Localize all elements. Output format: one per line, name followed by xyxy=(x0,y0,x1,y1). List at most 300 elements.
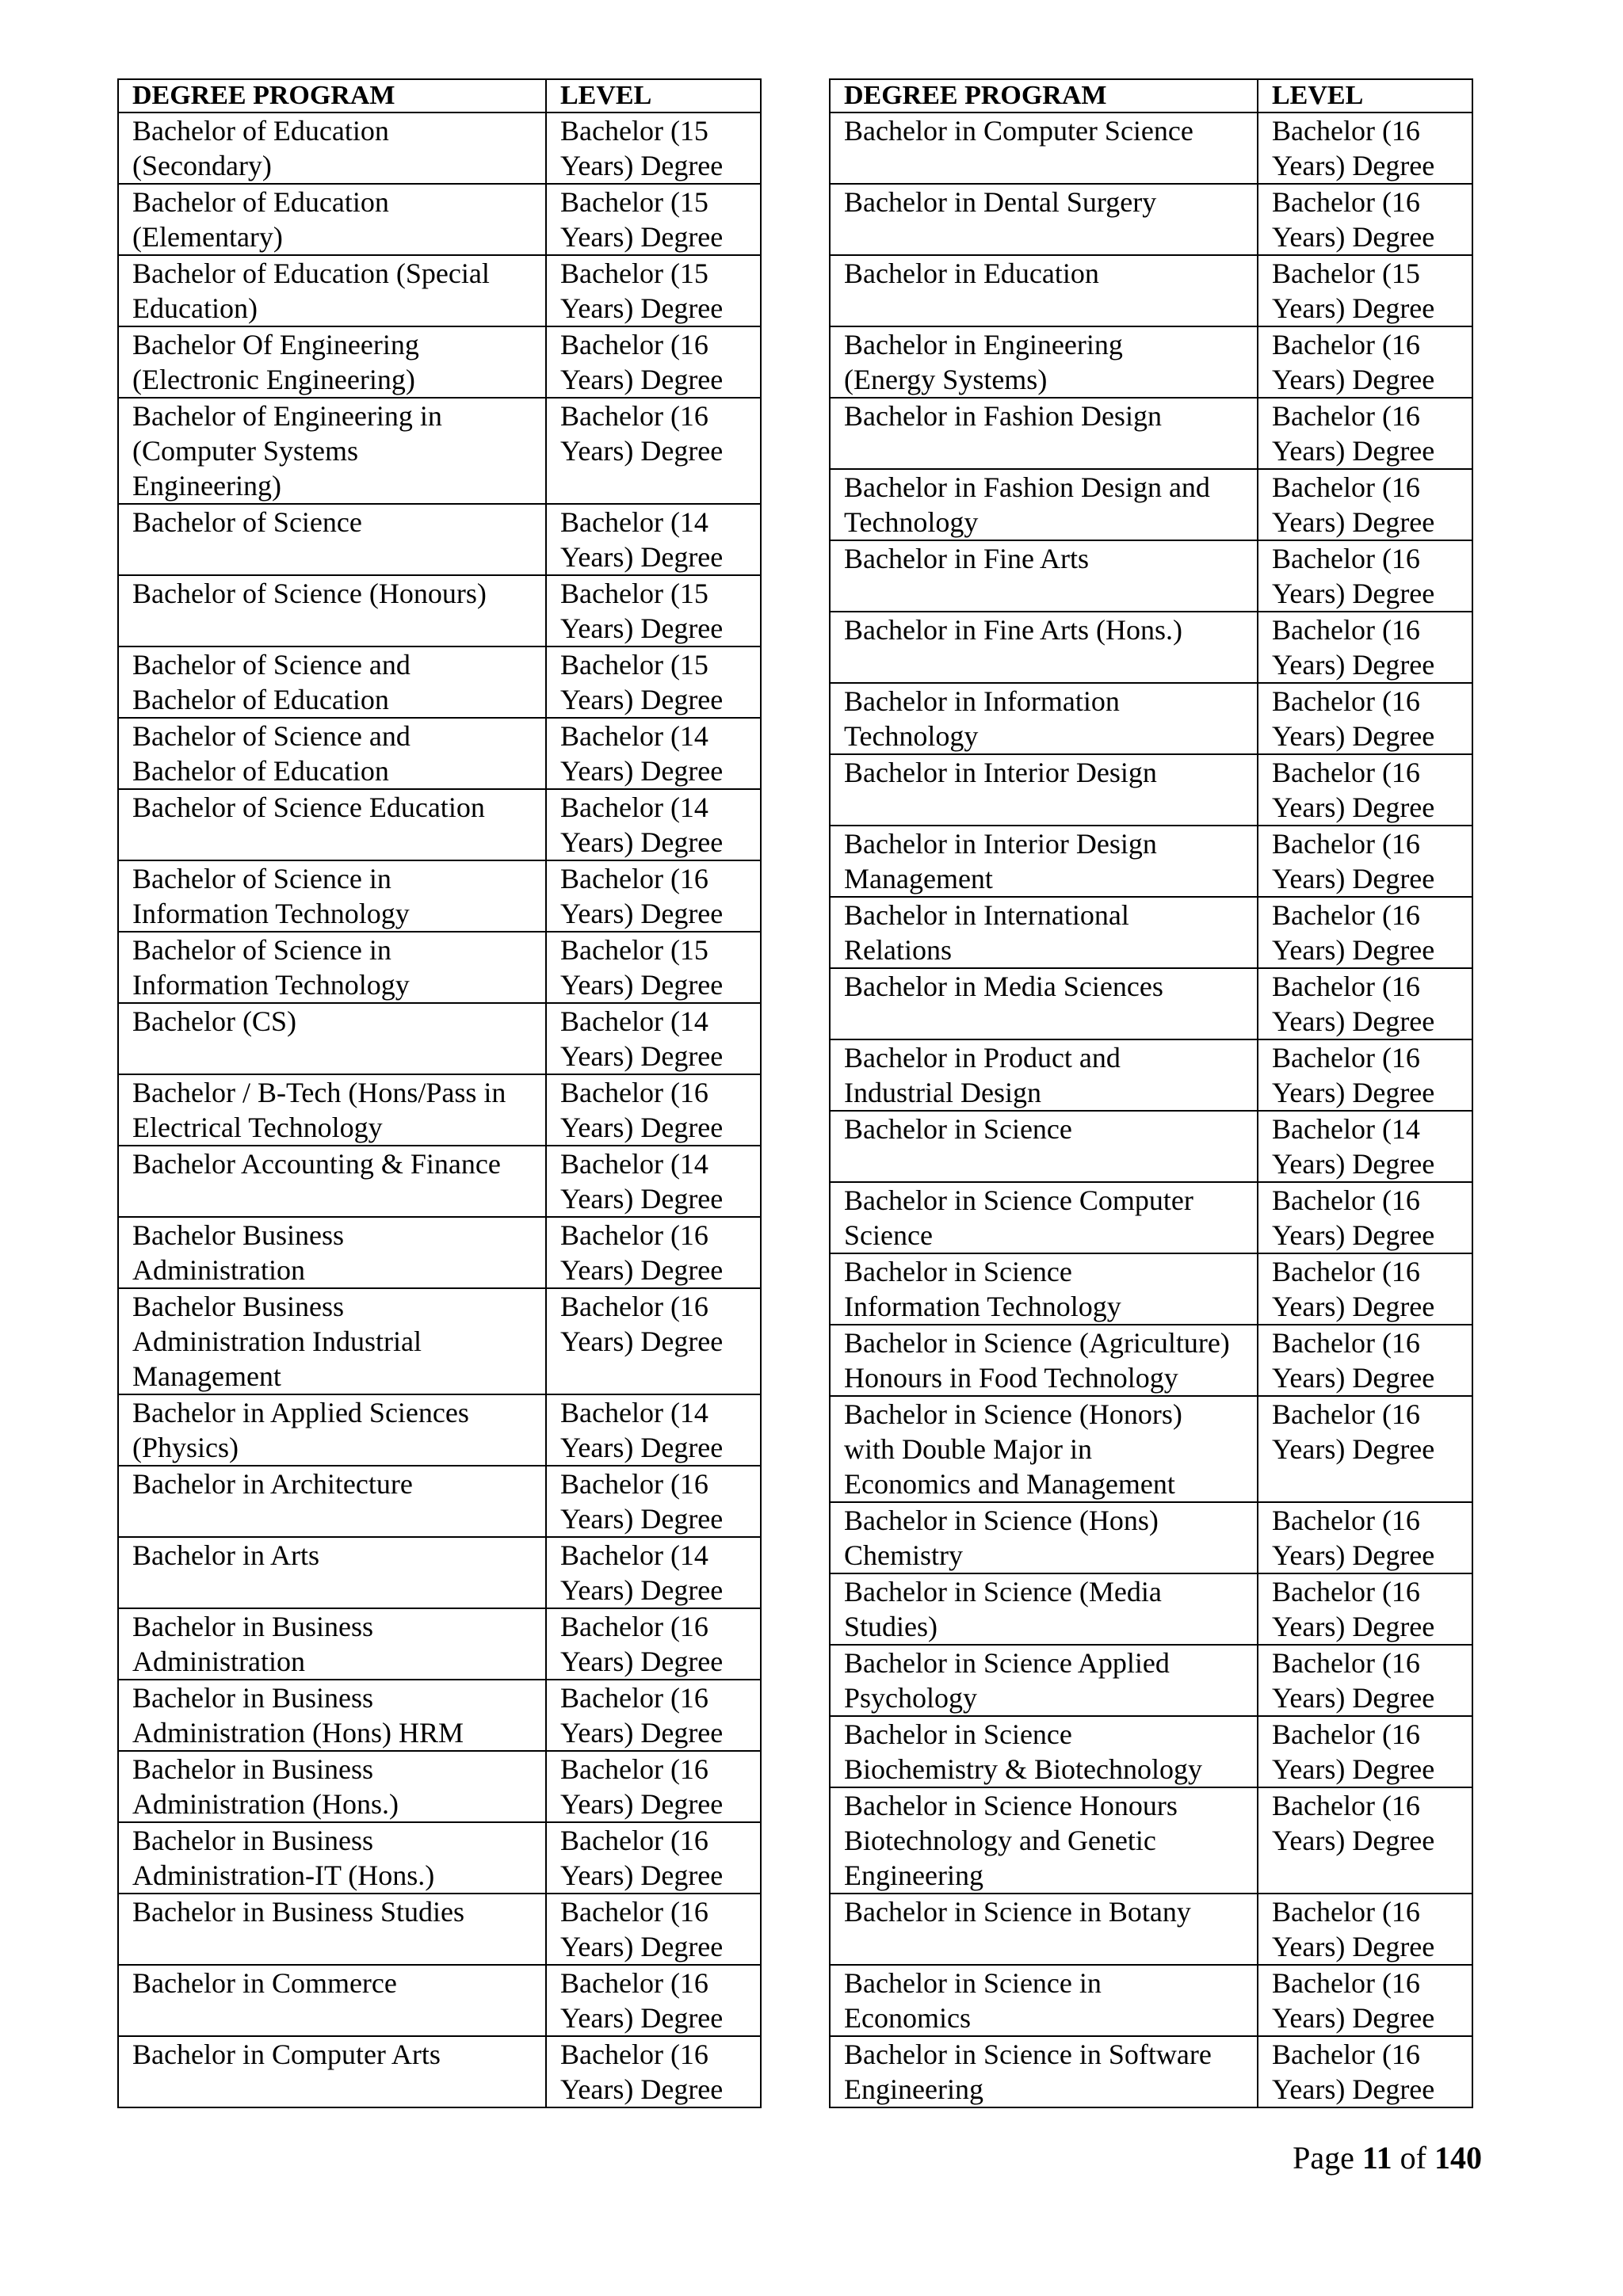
table-row xyxy=(118,1003,761,1074)
level-line: Years) Degree xyxy=(560,969,724,1001)
degree-program-line: Bachelor in Science (Honors) xyxy=(844,1398,1182,1430)
level-cell xyxy=(546,1217,761,1288)
header-degree-program: DEGREE PROGRAM xyxy=(830,79,1258,113)
level-line: Bachelor (16 xyxy=(1272,329,1420,360)
degree-program-cell xyxy=(830,1573,1258,1645)
level-cell xyxy=(546,1680,761,1751)
level-line: Years) Degree xyxy=(1272,1219,1435,1251)
degree-program-cell xyxy=(830,897,1258,968)
table-row xyxy=(830,2036,1472,2107)
level-line: Bachelor (16 xyxy=(560,400,708,432)
level-line: Bachelor (16 xyxy=(1272,1042,1420,1074)
level-line: Bachelor (16 xyxy=(1272,1505,1420,1536)
degree-program-cell xyxy=(118,1217,546,1288)
level-line: Years) Degree xyxy=(560,2073,724,2105)
table-row xyxy=(118,1680,761,1751)
level-line: Bachelor (15 xyxy=(560,934,708,966)
level-cell xyxy=(546,1608,761,1680)
level-cell xyxy=(1258,184,1472,255)
level-line: Bachelor (16 xyxy=(1272,186,1420,218)
degree-program-line: Technology xyxy=(844,506,979,538)
degree-program-line: Bachelor in Science xyxy=(844,1256,1072,1287)
degree-program-line: Administration xyxy=(132,1646,305,1677)
level-line: Years) Degree xyxy=(560,1112,724,1143)
level-line: Bachelor (16 xyxy=(1272,757,1420,788)
degree-program-line: Bachelor in Product and xyxy=(844,1042,1121,1074)
level-cell xyxy=(546,1965,761,2036)
level-cell xyxy=(546,1822,761,1894)
degree-program-cell xyxy=(830,1965,1258,2036)
level-line: Bachelor (16 xyxy=(560,329,708,360)
level-cell xyxy=(1258,469,1472,540)
degree-program-line: Administration (Hons.) xyxy=(132,1788,399,1820)
degree-program-cell xyxy=(830,1325,1258,1396)
level-line: Bachelor (14 xyxy=(560,1397,708,1428)
degree-table-left xyxy=(117,78,762,2108)
table-row xyxy=(118,184,761,255)
degree-program-line: Bachelor Business xyxy=(132,1219,344,1251)
level-line: Years) Degree xyxy=(1272,791,1435,823)
degree-program-line: Administration Industrial xyxy=(132,1325,422,1357)
level-cell xyxy=(546,932,761,1003)
degree-program-line: Bachelor in Computer Science xyxy=(844,115,1193,147)
level-line: Years) Degree xyxy=(560,2002,724,2034)
level-cell xyxy=(1258,1502,1472,1573)
level-line: Years) Degree xyxy=(1272,1362,1435,1394)
table-row xyxy=(118,860,761,932)
degree-program-cell xyxy=(830,1039,1258,1111)
level-cell xyxy=(1258,1253,1472,1325)
degree-program-line: Bachelor in Fine Arts (Hons.) xyxy=(844,614,1182,646)
degree-program-line: Engineering xyxy=(844,2073,983,2105)
table-row xyxy=(118,789,761,860)
level-line: Years) Degree xyxy=(1272,1005,1435,1037)
degree-program-cell xyxy=(830,1111,1258,1182)
level-cell xyxy=(1258,1325,1472,1396)
table-row xyxy=(118,1894,761,1965)
degree-program-line: Bachelor in Applied Sciences xyxy=(132,1397,469,1428)
level-cell xyxy=(1258,113,1472,184)
level-cell xyxy=(546,2036,761,2107)
level-line: Years) Degree xyxy=(560,826,724,858)
level-line: Bachelor (14 xyxy=(560,1005,708,1037)
degree-table-right xyxy=(829,78,1473,2108)
table-row xyxy=(118,326,761,398)
table-row xyxy=(830,1787,1472,1894)
degree-program-line: Bachelor of Education xyxy=(132,755,389,787)
degree-program-line: Bachelor in Business xyxy=(132,1825,373,1856)
level-line: Years) Degree xyxy=(1272,934,1435,966)
level-line: Years) Degree xyxy=(1272,1433,1435,1465)
degree-program-line: (Physics) xyxy=(132,1432,239,1463)
level-line: Bachelor (15 xyxy=(560,578,708,609)
degree-program-line: Bachelor in Science in xyxy=(844,1967,1102,1999)
level-cell xyxy=(546,1751,761,1822)
table-row xyxy=(830,184,1472,255)
degree-program-line: Bachelor in Science (Hons) xyxy=(844,1505,1159,1536)
degree-program-cell xyxy=(830,1645,1258,1716)
level-line: Bachelor (16 xyxy=(1272,471,1420,503)
table-row xyxy=(830,1039,1472,1111)
table-row xyxy=(118,1822,761,1894)
degree-program-line: Bachelor of Engineering in xyxy=(132,400,442,432)
degree-program-line: Bachelor (CS) xyxy=(132,1005,296,1037)
table-row xyxy=(830,398,1472,469)
level-line: Years) Degree xyxy=(1272,1825,1435,1856)
level-line: Years) Degree xyxy=(1272,364,1435,395)
degree-program-line: Biochemistry & Biotechnology xyxy=(844,1753,1202,1785)
level-line: Bachelor (14 xyxy=(560,720,708,752)
table-row xyxy=(830,326,1472,398)
degree-program-line: Bachelor in Science (Media xyxy=(844,1576,1162,1608)
table-row xyxy=(830,1111,1472,1182)
table-row xyxy=(118,113,761,184)
level-line: Bachelor (16 xyxy=(1272,115,1420,147)
level-cell xyxy=(546,1466,761,1537)
degree-program-cell xyxy=(830,2036,1258,2107)
level-line: Years) Degree xyxy=(560,1325,724,1357)
degree-program-line: Bachelor in International xyxy=(844,899,1129,931)
table-row xyxy=(118,575,761,646)
level-cell xyxy=(1258,968,1472,1039)
degree-program-cell xyxy=(830,184,1258,255)
level-line: Bachelor (16 xyxy=(1272,1184,1420,1216)
degree-program-line: Information Technology xyxy=(132,969,410,1001)
degree-program-line: Engineering) xyxy=(132,470,281,502)
page-current: 11 xyxy=(1361,2140,1392,2176)
degree-program-line: Bachelor in Media Sciences xyxy=(844,971,1163,1002)
degree-program-line: (Secondary) xyxy=(132,150,272,181)
degree-program-cell xyxy=(830,1502,1258,1573)
level-cell xyxy=(1258,326,1472,398)
degree-program-cell xyxy=(118,2036,546,2107)
degree-program-line: Bachelor in Fashion Design xyxy=(844,400,1162,432)
degree-program-line: Bachelor in Science xyxy=(844,1113,1072,1145)
level-line: Years) Degree xyxy=(560,1574,724,1606)
level-line: Years) Degree xyxy=(560,684,724,715)
level-line: Bachelor (16 xyxy=(1272,543,1420,574)
level-line: Bachelor (16 xyxy=(560,1077,708,1108)
level-line: Bachelor (15 xyxy=(560,257,708,289)
degree-program-line: Bachelor in Science Computer xyxy=(844,1184,1193,1216)
table-row xyxy=(830,754,1472,826)
level-line: Years) Degree xyxy=(1272,506,1435,538)
level-line: Years) Degree xyxy=(560,364,724,395)
degree-program-cell xyxy=(830,612,1258,683)
degree-program-line: Bachelor in Engineering xyxy=(844,329,1123,360)
degree-program-cell xyxy=(118,255,546,326)
level-line: Bachelor (16 xyxy=(1272,614,1420,646)
degree-program-line: (Computer Systems xyxy=(132,435,358,467)
level-line: Years) Degree xyxy=(560,1931,724,1962)
level-line: Years) Degree xyxy=(560,612,724,644)
level-line: Years) Degree xyxy=(1272,2073,1435,2105)
degree-program-line: Bachelor in Business xyxy=(132,1682,373,1714)
degree-program-cell xyxy=(118,1537,546,1608)
table-row xyxy=(118,504,761,575)
level-line: Bachelor (16 xyxy=(1272,1647,1420,1679)
degree-program-line: Bachelor in Science in Software xyxy=(844,2039,1212,2070)
level-line: Years) Degree xyxy=(560,1254,724,1286)
level-cell xyxy=(546,1074,761,1146)
level-line: Years) Degree xyxy=(1272,2002,1435,2034)
level-line: Bachelor (16 xyxy=(1272,1896,1420,1928)
degree-program-cell xyxy=(118,1074,546,1146)
degree-program-line: Bachelor of Science in xyxy=(132,934,391,966)
level-cell xyxy=(546,255,761,326)
degree-program-cell xyxy=(118,1466,546,1537)
degree-program-line: Bachelor in Business Studies xyxy=(132,1896,464,1928)
degree-program-line: Chemistry xyxy=(844,1539,963,1571)
degree-program-line: Bachelor of Education xyxy=(132,186,389,218)
degree-program-line: Bachelor in Education xyxy=(844,257,1099,289)
degree-program-cell xyxy=(830,113,1258,184)
level-cell xyxy=(546,1146,761,1217)
table-row xyxy=(830,897,1472,968)
table-header-row xyxy=(118,79,761,113)
level-line: Bachelor (16 xyxy=(1272,1967,1420,1999)
level-line: Years) Degree xyxy=(1272,1753,1435,1785)
degree-program-cell xyxy=(118,789,546,860)
degree-program-line: Bachelor of Science xyxy=(132,506,362,538)
table-row xyxy=(118,398,761,504)
table-row xyxy=(830,1253,1472,1325)
level-line: Years) Degree xyxy=(560,1432,724,1463)
table-row xyxy=(118,1965,761,2036)
degree-program-line: Bachelor in Dental Surgery xyxy=(844,186,1157,218)
table-row xyxy=(118,1537,761,1608)
level-cell xyxy=(1258,897,1472,968)
degree-program-line: Bachelor in Science Applied xyxy=(844,1647,1170,1679)
level-line: Years) Degree xyxy=(1272,720,1435,752)
degree-program-cell xyxy=(118,1394,546,1466)
degree-program-line: (Elementary) xyxy=(132,221,283,253)
degree-program-line: Information Technology xyxy=(844,1291,1121,1322)
degree-program-cell xyxy=(118,1003,546,1074)
degree-program-line: Education) xyxy=(132,292,258,324)
degree-program-line: Administration xyxy=(132,1254,305,1286)
level-cell xyxy=(546,789,761,860)
degree-program-line: Bachelor in Interior Design xyxy=(844,757,1157,788)
level-line: Bachelor (16 xyxy=(560,1219,708,1251)
degree-program-cell xyxy=(118,504,546,575)
table-row xyxy=(118,646,761,718)
level-line: Years) Degree xyxy=(1272,649,1435,681)
degree-program-cell xyxy=(830,255,1258,326)
degree-program-cell xyxy=(118,932,546,1003)
table-row xyxy=(118,1394,761,1466)
level-line: Bachelor (16 xyxy=(560,2039,708,2070)
degree-program-line: Electrical Technology xyxy=(132,1112,383,1143)
level-cell xyxy=(546,398,761,504)
table-row xyxy=(118,1466,761,1537)
level-cell xyxy=(1258,754,1472,826)
level-line: Years) Degree xyxy=(1272,1077,1435,1108)
degree-program-cell xyxy=(118,718,546,789)
level-line: Years) Degree xyxy=(560,755,724,787)
level-line: Bachelor (16 xyxy=(1272,1790,1420,1821)
level-line: Bachelor (16 xyxy=(560,863,708,894)
level-line: Bachelor (16 xyxy=(560,1291,708,1322)
level-cell xyxy=(546,113,761,184)
level-cell xyxy=(1258,1182,1472,1253)
table-row xyxy=(118,932,761,1003)
degree-program-line: Bachelor in Science in Botany xyxy=(844,1896,1191,1928)
level-line: Bachelor (16 xyxy=(560,1611,708,1642)
degree-program-cell xyxy=(830,1396,1258,1502)
table-row xyxy=(830,612,1472,683)
level-line: Bachelor (16 xyxy=(1272,899,1420,931)
level-line: Bachelor (16 xyxy=(1272,1327,1420,1359)
table-row xyxy=(118,255,761,326)
table-row xyxy=(118,1751,761,1822)
degree-program-line: Bachelor Business xyxy=(132,1291,344,1322)
level-cell xyxy=(1258,1965,1472,2036)
page-total: 140 xyxy=(1434,2140,1482,2176)
degree-program-line: Bachelor in Arts xyxy=(132,1539,319,1571)
level-line: Years) Degree xyxy=(560,1859,724,1891)
level-line: Years) Degree xyxy=(1272,1148,1435,1180)
degree-program-line: Bachelor of Science and xyxy=(132,649,411,681)
level-cell xyxy=(1258,683,1472,754)
level-line: Years) Degree xyxy=(560,541,724,573)
level-line: Years) Degree xyxy=(1272,150,1435,181)
level-line: Bachelor (14 xyxy=(560,506,708,538)
degree-program-cell xyxy=(118,1680,546,1751)
degree-program-line: Bachelor of Education xyxy=(132,115,389,147)
table-row xyxy=(830,1894,1472,1965)
degree-program-line: Science xyxy=(844,1219,933,1251)
degree-program-line: Management xyxy=(844,863,993,894)
level-line: Years) Degree xyxy=(1272,1931,1435,1962)
table-row xyxy=(830,113,1472,184)
level-cell xyxy=(546,1537,761,1608)
level-line: Years) Degree xyxy=(1272,1291,1435,1322)
degree-program-cell xyxy=(830,683,1258,754)
degree-program-line: Honours in Food Technology xyxy=(844,1362,1178,1394)
level-line: Bachelor (16 xyxy=(1272,2039,1420,2070)
degree-program-cell xyxy=(830,1787,1258,1894)
page-of-label: of xyxy=(1400,2140,1426,2176)
table-row xyxy=(830,1182,1472,1253)
degree-program-line: Bachelor of Science in xyxy=(132,863,391,894)
degree-program-line: Biotechnology and Genetic xyxy=(844,1825,1156,1856)
table-row xyxy=(830,1396,1472,1502)
degree-program-line: Economics and Management xyxy=(844,1468,1175,1500)
level-cell xyxy=(1258,1716,1472,1787)
degree-program-line: Relations xyxy=(844,934,952,966)
level-cell xyxy=(546,1003,761,1074)
degree-program-line: Bachelor of Education (Special xyxy=(132,257,490,289)
level-line: Years) Degree xyxy=(1272,1682,1435,1714)
degree-program-line: Bachelor Accounting & Finance xyxy=(132,1148,501,1180)
degree-program-line: Engineering xyxy=(844,1859,983,1891)
degree-program-line: Industrial Design xyxy=(844,1077,1041,1108)
degree-program-line: Bachelor in Business xyxy=(132,1753,373,1785)
level-line: Bachelor (16 xyxy=(1272,685,1420,717)
level-line: Bachelor (16 xyxy=(1272,971,1420,1002)
degree-program-cell xyxy=(830,1716,1258,1787)
level-cell xyxy=(1258,1645,1472,1716)
level-line: Bachelor (15 xyxy=(560,115,708,147)
degree-program-line: Information Technology xyxy=(132,898,410,929)
level-line: Bachelor (14 xyxy=(560,1148,708,1180)
table-row xyxy=(118,1074,761,1146)
degree-program-line: Bachelor of Science Education xyxy=(132,791,485,823)
degree-program-line: Bachelor of Science (Honours) xyxy=(132,578,487,609)
degree-program-cell xyxy=(118,113,546,184)
level-line: Years) Degree xyxy=(1272,578,1435,609)
degree-program-cell xyxy=(118,1894,546,1965)
degree-program-cell xyxy=(830,1894,1258,1965)
degree-program-cell xyxy=(830,469,1258,540)
degree-program-line: with Double Major in xyxy=(844,1433,1092,1465)
level-line: Years) Degree xyxy=(1272,221,1435,253)
level-line: Bachelor (14 xyxy=(1272,1113,1420,1145)
level-line: Years) Degree xyxy=(560,435,724,467)
level-line: Bachelor (16 xyxy=(1272,1256,1420,1287)
table-row xyxy=(830,1645,1472,1716)
level-cell xyxy=(1258,540,1472,612)
degree-program-cell xyxy=(118,1965,546,2036)
level-cell xyxy=(1258,1787,1472,1894)
level-cell xyxy=(546,646,761,718)
level-line: Bachelor (15 xyxy=(560,186,708,218)
degree-program-cell xyxy=(118,1751,546,1822)
degree-program-cell xyxy=(830,326,1258,398)
level-line: Years) Degree xyxy=(1272,1611,1435,1642)
degree-program-cell xyxy=(118,398,546,504)
degree-program-line: Bachelor in Interior Design xyxy=(844,828,1157,860)
level-line: Bachelor (16 xyxy=(560,1468,708,1500)
header-level: LEVEL xyxy=(1258,79,1472,113)
table-row xyxy=(118,718,761,789)
degree-program-line: Bachelor / B-Tech (Hons/Pass in xyxy=(132,1077,506,1108)
level-cell xyxy=(546,1394,761,1466)
level-cell xyxy=(546,860,761,932)
degree-program-line: Psychology xyxy=(844,1682,978,1714)
level-line: Bachelor (16 xyxy=(560,1753,708,1785)
level-cell xyxy=(546,184,761,255)
table-row xyxy=(118,2036,761,2107)
level-line: Bachelor (16 xyxy=(560,1825,708,1856)
degree-program-cell xyxy=(830,1253,1258,1325)
level-line: Years) Degree xyxy=(1272,863,1435,894)
level-line: Years) Degree xyxy=(560,221,724,253)
table-row xyxy=(830,255,1472,326)
level-cell xyxy=(1258,1573,1472,1645)
degree-program-cell xyxy=(118,646,546,718)
level-cell xyxy=(1258,826,1472,897)
degree-program-line: Administration-IT (Hons.) xyxy=(132,1859,435,1891)
degree-program-line: Economics xyxy=(844,2002,971,2034)
level-line: Years) Degree xyxy=(560,898,724,929)
level-cell xyxy=(1258,255,1472,326)
table-row xyxy=(118,1608,761,1680)
level-cell xyxy=(1258,1111,1472,1182)
page-number xyxy=(1236,2139,1482,2177)
degree-program-line: Bachelor of Science and xyxy=(132,720,411,752)
degree-program-cell xyxy=(830,968,1258,1039)
degree-program-cell xyxy=(118,1608,546,1680)
degree-program-cell xyxy=(118,860,546,932)
degree-program-line: Bachelor of Education xyxy=(132,684,389,715)
table-row xyxy=(830,1325,1472,1396)
level-line: Bachelor (16 xyxy=(560,1896,708,1928)
degree-program-line: Bachelor in Science (Agriculture) xyxy=(844,1327,1230,1359)
level-cell xyxy=(1258,612,1472,683)
degree-program-line: Administration (Hons) HRM xyxy=(132,1717,464,1749)
